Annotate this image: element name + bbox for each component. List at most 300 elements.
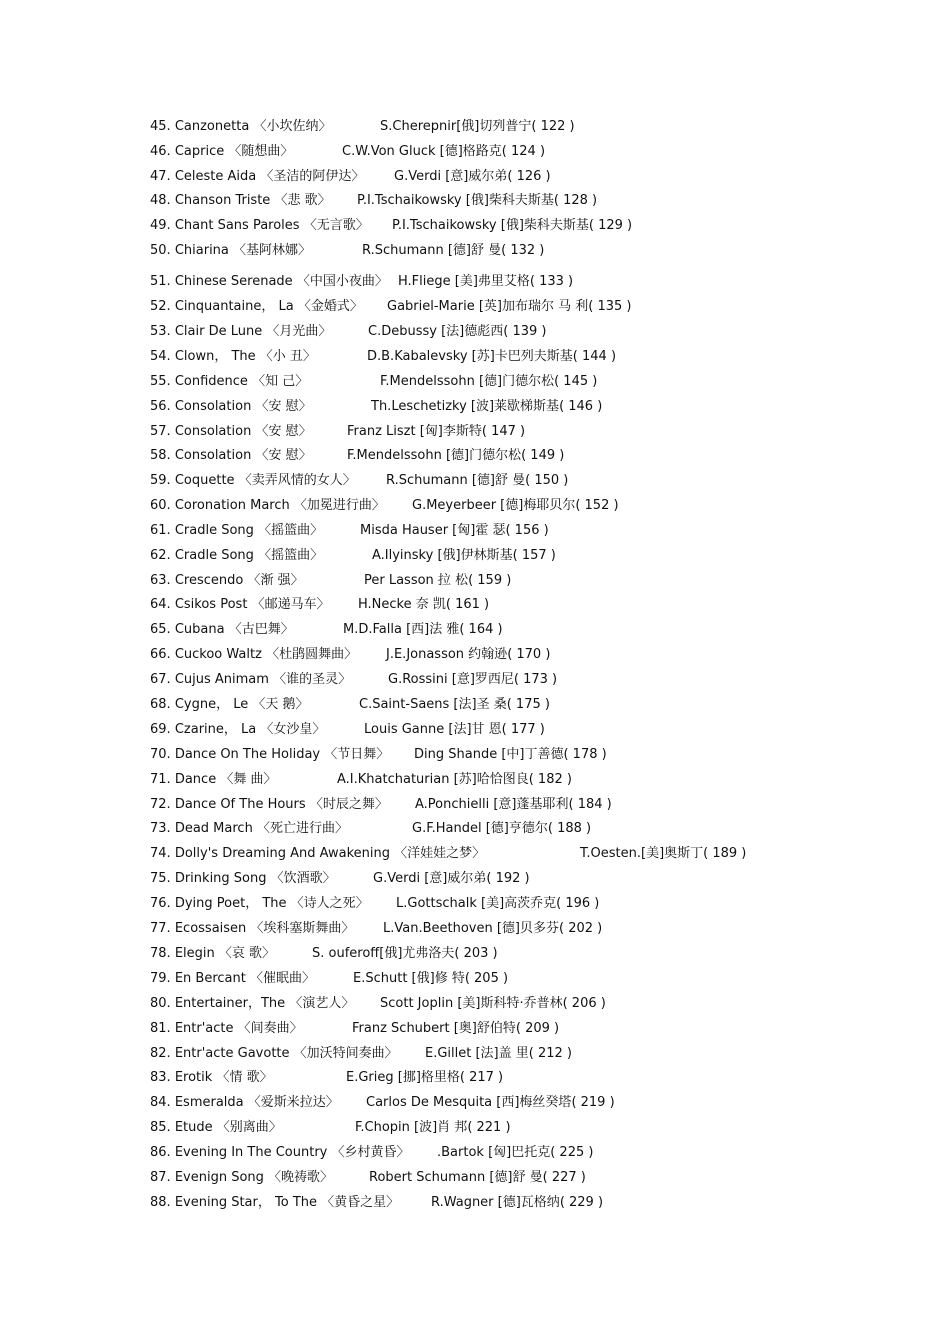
- entry-composer: L.Gottschalk [美]高茨乔克: [396, 896, 557, 911]
- entry-composer-group: [346, 1068, 503, 1088]
- entry-page-number: ( 147 ): [481, 424, 526, 439]
- entry-title-english: En Bercant: [174, 971, 246, 986]
- entry-title-english: Crescendo: [174, 573, 244, 588]
- entry-title-english: Chinese Serenade: [174, 274, 293, 289]
- entry-number: 56.: [150, 399, 171, 414]
- entry-composer-group: [386, 471, 568, 491]
- entry-composer-group: [414, 745, 607, 765]
- entry-title: [150, 969, 315, 989]
- entry-page-number: ( 126 ): [507, 169, 551, 184]
- entry-page-number: ( 192 ): [486, 871, 530, 886]
- entry-composer-group: [358, 595, 489, 615]
- entry-page-number: ( 145 ): [554, 374, 598, 389]
- index-entry: [150, 770, 910, 790]
- entry-number: 82.: [150, 1046, 171, 1061]
- index-entry: [150, 117, 910, 137]
- index-entry: [150, 422, 910, 442]
- entry-title-chinese: 〈埃科塞斯舞曲〉: [250, 921, 355, 936]
- entry-composer-group: [380, 372, 597, 392]
- entry-title: [150, 944, 275, 964]
- entry-composer: F.Mendelssohn [德]门德尔松: [380, 374, 555, 389]
- entry-title: [150, 241, 311, 261]
- entry-number: 63.: [150, 573, 171, 588]
- entry-number: 86.: [150, 1145, 171, 1160]
- index-entry: [150, 844, 910, 864]
- index-entry: [150, 1044, 910, 1064]
- entry-page-number: ( 129 ): [588, 218, 633, 233]
- entry-title-chinese: 〈杜鹃圆舞曲〉: [266, 647, 358, 662]
- entry-page-number: ( 209 ): [515, 1021, 560, 1036]
- entry-composer-group: [360, 521, 549, 541]
- entry-number: 85.: [150, 1120, 171, 1135]
- entry-number: 68.: [150, 697, 171, 712]
- entry-composer: A.Ponchielli [意]蓬基耶利: [415, 797, 569, 812]
- entry-title-english: Cinquantaine， La: [174, 299, 294, 314]
- entry-page-number: ( 202 ): [559, 921, 603, 936]
- entry-title: [150, 695, 309, 715]
- entry-page-number: ( 170 ): [507, 647, 551, 662]
- entry-title-chinese: 〈小坎佐纳〉: [253, 119, 332, 134]
- entry-title-chinese: 〈悲 歌〉: [274, 193, 331, 208]
- entry-composer-group: [371, 397, 602, 417]
- entry-page-number: ( 225 ): [550, 1145, 594, 1160]
- index-entry: [150, 869, 910, 889]
- entry-number: 84.: [150, 1095, 171, 1110]
- entry-number: 78.: [150, 946, 171, 961]
- entry-composer: Robert Schumann [德]舒 曼: [369, 1170, 543, 1185]
- entry-number: 76.: [150, 896, 171, 911]
- entry-title-chinese: 〈安 慰〉: [255, 399, 312, 414]
- entry-composer-group: [353, 969, 508, 989]
- entry-composer: R.Wagner [德]瓦格纳: [431, 1195, 560, 1210]
- entry-title-chinese: 〈加沃特间奏曲〉: [293, 1046, 398, 1061]
- index-entry: [150, 720, 910, 740]
- entry-page-number: ( 196 ): [556, 896, 600, 911]
- entry-page-number: ( 150 ): [525, 473, 569, 488]
- entry-title-chinese: 〈演艺人〉: [289, 996, 355, 1011]
- entry-number: 46.: [150, 144, 171, 159]
- index-entry: [150, 347, 910, 367]
- entry-number: 52.: [150, 299, 171, 314]
- entry-number: 51.: [150, 274, 171, 289]
- entry-title: [150, 117, 331, 137]
- entry-title: [150, 1193, 399, 1213]
- entry-title: [150, 1044, 398, 1064]
- index-entry: [150, 571, 910, 591]
- index-entry: [150, 191, 910, 211]
- entry-composer: Th.Leschetizky [波]莱歇梯斯基: [371, 399, 560, 414]
- entry-title-chinese: 〈催眠曲〉: [249, 971, 315, 986]
- entry-title-chinese: 〈知 己〉: [252, 374, 309, 389]
- index-entry: [150, 695, 910, 715]
- index-entry: [150, 1168, 910, 1188]
- index-entry: [150, 471, 910, 491]
- entry-title: [150, 1143, 410, 1163]
- index-entry: [150, 1193, 910, 1213]
- entry-composer-group: [396, 894, 599, 914]
- entry-title-english: Ecossaisen: [174, 921, 247, 936]
- entry-page-number: ( 128 ): [553, 193, 598, 208]
- entry-page-number: ( 217 ): [459, 1070, 504, 1085]
- entry-title: [150, 595, 330, 615]
- entry-title-chinese: 〈死亡进行曲〉: [256, 821, 348, 836]
- entry-composer: Franz Liszt [匈]李斯特: [347, 424, 482, 439]
- entry-title-english: Cubana: [174, 622, 225, 637]
- index-entry: [150, 272, 910, 292]
- entry-title: [150, 571, 304, 591]
- entry-composer-group: [386, 645, 550, 665]
- entry-number: 53.: [150, 324, 171, 339]
- entry-number: 75.: [150, 871, 171, 886]
- entry-page-number: ( 124 ): [501, 144, 546, 159]
- entry-page-number: ( 219 ): [571, 1095, 615, 1110]
- entry-composer: Gabriel-Marie [英]加布瑞尔 马 利: [387, 299, 589, 314]
- entry-composer-group: [412, 819, 591, 839]
- entry-title: [150, 869, 336, 889]
- entry-title-english: Erotik: [174, 1070, 213, 1085]
- entry-composer-group: [347, 422, 525, 442]
- entry-title: [150, 645, 357, 665]
- entry-composer: H.Fliege [美]弗里艾格: [398, 274, 530, 289]
- entry-title-english: Elegin: [174, 946, 215, 961]
- entry-title: [150, 372, 308, 392]
- entry-composer-group: [437, 1143, 593, 1163]
- entry-number: 55.: [150, 374, 171, 389]
- entry-number: 80.: [150, 996, 171, 1011]
- entry-title: [150, 844, 485, 864]
- index-entry: [150, 944, 910, 964]
- entry-page-number: ( 173 ): [513, 672, 558, 687]
- index-entry: [150, 1143, 910, 1163]
- index-entry: [150, 216, 910, 236]
- entry-title-chinese: 〈金婚式〉: [297, 299, 363, 314]
- index-entry: [150, 322, 910, 342]
- entry-title: [150, 1168, 333, 1188]
- entry-number: 48.: [150, 193, 171, 208]
- entry-composer-group: [415, 795, 612, 815]
- entry-title-english: Caprice: [174, 144, 225, 159]
- index-entry: [150, 297, 910, 317]
- entry-composer-group: [362, 241, 544, 261]
- entry-composer-group: [373, 869, 530, 889]
- entry-title: [150, 1019, 303, 1039]
- index-entry: [150, 1019, 910, 1039]
- entry-number: 87.: [150, 1170, 171, 1185]
- index-entry: [150, 372, 910, 392]
- entry-number: 54.: [150, 349, 171, 364]
- entry-number: 64.: [150, 597, 171, 612]
- entry-composer-group: [357, 191, 597, 211]
- entry-title-english: Etude: [174, 1120, 213, 1135]
- entry-title-english: Consolation: [174, 424, 252, 439]
- entry-title-english: Cujus Animam: [174, 672, 269, 687]
- entry-title-chinese: 〈节日舞〉: [324, 747, 390, 762]
- entry-composer-group: [368, 322, 546, 342]
- entry-composer: E.Schutt [俄]修 特: [353, 971, 465, 986]
- entry-title-english: Entertainer，The: [174, 996, 286, 1011]
- entry-composer-group: [394, 167, 551, 187]
- entry-title-english: Evenign Song: [174, 1170, 264, 1185]
- entry-title-english: Entr'acte Gavotte: [174, 1046, 290, 1061]
- entry-title-chinese: 〈情 歌〉: [216, 1070, 273, 1085]
- entry-composer: C.Debussy [法]德彪西: [368, 324, 504, 339]
- entry-page-number: ( 203 ): [454, 946, 498, 961]
- index-entry: [150, 620, 910, 640]
- index-entry: [150, 595, 910, 615]
- entry-title-english: Drinking Song: [174, 871, 267, 886]
- entry-page-number: ( 177 ): [501, 722, 545, 737]
- entry-page-number: ( 157 ): [512, 548, 556, 563]
- entry-title: [150, 894, 369, 914]
- entry-title-english: Coquette: [174, 473, 235, 488]
- entry-composer: Misda Hauser [匈]霍 瑟: [360, 523, 506, 538]
- entry-page-number: ( 139 ): [503, 324, 547, 339]
- entry-composer: A.I.Khatchaturian [苏]哈恰图良: [337, 772, 529, 787]
- entry-number: 58.: [150, 448, 171, 463]
- entry-page-number: ( 132 ): [501, 243, 545, 258]
- entry-composer: C.Saint-Saens [法]圣 桑: [359, 697, 507, 712]
- entry-composer: G.Verdi [意]威尔弟: [394, 169, 508, 184]
- entry-composer-group: [337, 770, 572, 790]
- entry-composer: J.E.Jonasson 约翰逊: [386, 647, 508, 662]
- entry-composer-group: [392, 216, 632, 236]
- entry-title-chinese: 〈哀 歌〉: [218, 946, 276, 961]
- entry-composer-group: [369, 1168, 586, 1188]
- entry-title: [150, 272, 388, 292]
- entry-title-english: Confidence: [174, 374, 248, 389]
- entry-title-chinese: 〈基阿林娜〉: [233, 243, 312, 258]
- entry-number: 50.: [150, 243, 171, 258]
- entry-title-english: Esmeralda: [174, 1095, 244, 1110]
- entry-title-english: Cradle Song: [174, 523, 254, 538]
- entry-title-chinese: 〈古巴舞〉: [228, 622, 294, 637]
- index-entry: [150, 142, 910, 162]
- entry-title-english: Clown， The: [174, 349, 256, 364]
- entry-number: 69.: [150, 722, 171, 737]
- entry-composer-group: [387, 297, 631, 317]
- entry-number: 65.: [150, 622, 171, 637]
- index-entry: [150, 546, 910, 566]
- entry-composer: Scott Joplin [美]斯科特·乔普林: [380, 996, 563, 1011]
- entry-title-chinese: 〈洋娃娃之梦〉: [394, 846, 486, 861]
- entry-page-number: ( 175 ): [506, 697, 550, 712]
- entry-title: [150, 422, 312, 442]
- entry-title-english: Cygne， Le: [174, 697, 249, 712]
- entry-number: 49.: [150, 218, 171, 233]
- entry-title: [150, 1118, 282, 1138]
- entry-page-number: ( 135 ): [588, 299, 632, 314]
- index-entry: [150, 241, 910, 261]
- entry-title-english: Consolation: [174, 399, 252, 414]
- entry-composer: Per Lasson 拉 松: [364, 573, 469, 588]
- entry-title: [150, 142, 293, 162]
- index-entry: [150, 994, 910, 1014]
- entry-composer: S.Cherepnir[俄]切列普宁: [380, 119, 532, 134]
- entry-title-chinese: 〈安 慰〉: [255, 424, 312, 439]
- entry-title-english: Cradle Song: [174, 548, 254, 563]
- entry-composer: Louis Ganne [法]甘 恩: [364, 722, 502, 737]
- entry-page-number: ( 159 ): [468, 573, 512, 588]
- entry-title: [150, 770, 276, 790]
- entry-page-number: ( 152 ): [575, 498, 619, 513]
- entry-title-chinese: 〈随想曲〉: [228, 144, 294, 159]
- entry-composer: S. ouferoff[俄]尤弗洛夫: [312, 946, 455, 961]
- index-entry: [150, 969, 910, 989]
- entry-page-number: ( 221 ): [467, 1120, 511, 1135]
- index-entry: [150, 645, 910, 665]
- entry-title-english: Entr'acte: [174, 1021, 234, 1036]
- entry-composer-group: [398, 272, 573, 292]
- entry-title: [150, 795, 388, 815]
- entry-composer: E.Grieg [挪]格里格: [346, 1070, 460, 1085]
- entry-title-chinese: 〈中国小夜曲〉: [296, 274, 388, 289]
- entry-composer-group: [412, 496, 619, 516]
- entry-composer: A.Ilyinsky [俄]伊林斯基: [372, 548, 513, 563]
- entry-composer-group: [366, 1093, 615, 1113]
- entry-page-number: ( 122 ): [531, 119, 575, 134]
- entry-title-english: Chant Sans Paroles: [174, 218, 300, 233]
- entry-title-chinese: 〈女沙皇〉: [260, 722, 326, 737]
- entry-composer: G.F.Handel [德]亨德尔: [412, 821, 548, 836]
- entry-title-english: Dying Poet， The: [174, 896, 287, 911]
- entry-composer-group: [355, 1118, 511, 1138]
- entry-composer: Ding Shande [中]丁善德: [414, 747, 564, 762]
- entry-number: 66.: [150, 647, 171, 662]
- entry-title-english: Chanson Triste: [174, 193, 271, 208]
- entry-title-chinese: 〈谁的圣灵〉: [273, 672, 352, 687]
- entry-title-chinese: 〈晚祷歌〉: [268, 1170, 334, 1185]
- entry-title: [150, 167, 364, 187]
- entry-number: 73.: [150, 821, 171, 836]
- entry-composer-group: [383, 919, 602, 939]
- entry-composer-group: [380, 994, 606, 1014]
- entry-title-english: Dance Of The Hours: [174, 797, 306, 812]
- entry-title: [150, 471, 356, 491]
- entry-title: [150, 446, 312, 466]
- entry-title-chinese: 〈间奏曲〉: [237, 1021, 303, 1036]
- entry-title: [150, 994, 354, 1014]
- entry-composer: P.I.Tschaikowsky [俄]柴科夫斯基: [357, 193, 554, 208]
- entry-number: 83.: [150, 1070, 171, 1085]
- entry-title: [150, 347, 316, 367]
- entry-number: 79.: [150, 971, 171, 986]
- entry-number: 61.: [150, 523, 171, 538]
- entry-composer: T.Oesten.[美]奥斯丁: [580, 846, 704, 861]
- entry-title-english: Evening In The Country: [174, 1145, 328, 1160]
- entry-page-number: ( 161 ): [445, 597, 490, 612]
- entry-title-chinese: 〈无言歌〉: [303, 218, 369, 233]
- entry-title-english: Evening Star， To The: [174, 1195, 317, 1210]
- entry-composer: M.D.Falla [西]法 雅: [343, 622, 460, 637]
- entry-title-chinese: 〈饮酒歌〉: [270, 871, 336, 886]
- entry-composer-group: [364, 571, 511, 591]
- entry-title-chinese: 〈天 鹅〉: [252, 697, 309, 712]
- entry-title: [150, 496, 385, 516]
- index-entry: [150, 919, 910, 939]
- entry-page-number: ( 188 ): [547, 821, 592, 836]
- entry-title: [150, 397, 312, 417]
- entry-number: 71.: [150, 772, 171, 787]
- entry-composer: F.Chopin [波]肖 邦: [355, 1120, 468, 1135]
- entry-composer: G.Verdi [意]威尔弟: [373, 871, 487, 886]
- entry-title-english: Canzonetta: [174, 119, 250, 134]
- entry-number: 74.: [150, 846, 171, 861]
- entry-title-english: Consolation: [174, 448, 252, 463]
- entry-composer-group: [367, 347, 616, 367]
- entry-title-chinese: 〈别离曲〉: [216, 1120, 282, 1135]
- entry-number: 45.: [150, 119, 171, 134]
- entry-title-chinese: 〈摇篮曲〉: [258, 523, 324, 538]
- entry-title-english: Coronation March: [174, 498, 290, 513]
- entry-title-english: Dolly's Dreaming And Awakening: [174, 846, 391, 861]
- entry-title-chinese: 〈摇篮曲〉: [258, 548, 324, 563]
- entry-title-chinese: 〈黄昏之星〉: [321, 1195, 400, 1210]
- entry-page-number: ( 189 ): [703, 846, 747, 861]
- entry-title-english: Czarine， La: [174, 722, 257, 737]
- entry-composer-group: [364, 720, 545, 740]
- entry-title: [150, 819, 348, 839]
- entry-composer: D.B.Kabalevsky [苏]卡巴列夫斯基: [367, 349, 573, 364]
- entry-composer-group: [342, 142, 545, 162]
- index-entry: [150, 1118, 910, 1138]
- entry-number: 72.: [150, 797, 171, 812]
- entry-page-number: ( 178 ): [563, 747, 607, 762]
- entry-composer-group: [380, 117, 575, 137]
- entry-title: [150, 919, 354, 939]
- index-entry: [150, 397, 910, 417]
- index-entry: [150, 167, 910, 187]
- entry-title-chinese: 〈时辰之舞〉: [309, 797, 388, 812]
- entry-title-english: Dance: [174, 772, 217, 787]
- index-entry: [150, 496, 910, 516]
- index-entry: [150, 1093, 910, 1113]
- entry-title: [150, 720, 325, 740]
- entry-composer: P.I.Tschaikowsky [俄]柴科夫斯基: [392, 218, 589, 233]
- entry-title: [150, 670, 351, 690]
- entry-page-number: ( 164 ): [459, 622, 503, 637]
- entry-title-chinese: 〈卖弄风情的女人〉: [238, 473, 356, 488]
- entry-page-number: ( 144 ): [572, 349, 617, 364]
- entry-title-english: Celeste Aida: [174, 169, 257, 184]
- entry-title: [150, 191, 331, 211]
- entry-composer: E.Gillet [法]盖 里: [425, 1046, 529, 1061]
- index-entry: [150, 745, 910, 765]
- entry-title: [150, 745, 389, 765]
- entry-title: [150, 216, 369, 236]
- entry-composer: H.Necke 奈 凯: [358, 597, 446, 612]
- entry-number: 57.: [150, 424, 171, 439]
- entry-title-chinese: 〈安 慰〉: [255, 448, 312, 463]
- entry-composer: G.Meyerbeer [德]梅耶贝尔: [412, 498, 576, 513]
- entry-number: 88.: [150, 1195, 171, 1210]
- index-entry: [150, 795, 910, 815]
- entry-number: 70.: [150, 747, 171, 762]
- entry-page-number: ( 227 ): [542, 1170, 586, 1185]
- entry-title-english: Cuckoo Waltz: [174, 647, 262, 662]
- entry-title: [150, 546, 323, 566]
- entry-page-number: ( 133 ): [529, 274, 574, 289]
- entry-title: [150, 322, 331, 342]
- entry-title: [150, 297, 363, 317]
- entry-composer-group: [431, 1193, 603, 1213]
- entry-page-number: ( 205 ): [464, 971, 509, 986]
- entry-title-chinese: 〈乡村黄昏〉: [331, 1145, 410, 1160]
- entry-composer-group: [312, 944, 498, 964]
- entry-title-english: Csikos Post: [174, 597, 248, 612]
- entry-title-chinese: 〈邮递马车〉: [251, 597, 330, 612]
- index-entry: [150, 1068, 910, 1088]
- entry-title: [150, 1068, 273, 1088]
